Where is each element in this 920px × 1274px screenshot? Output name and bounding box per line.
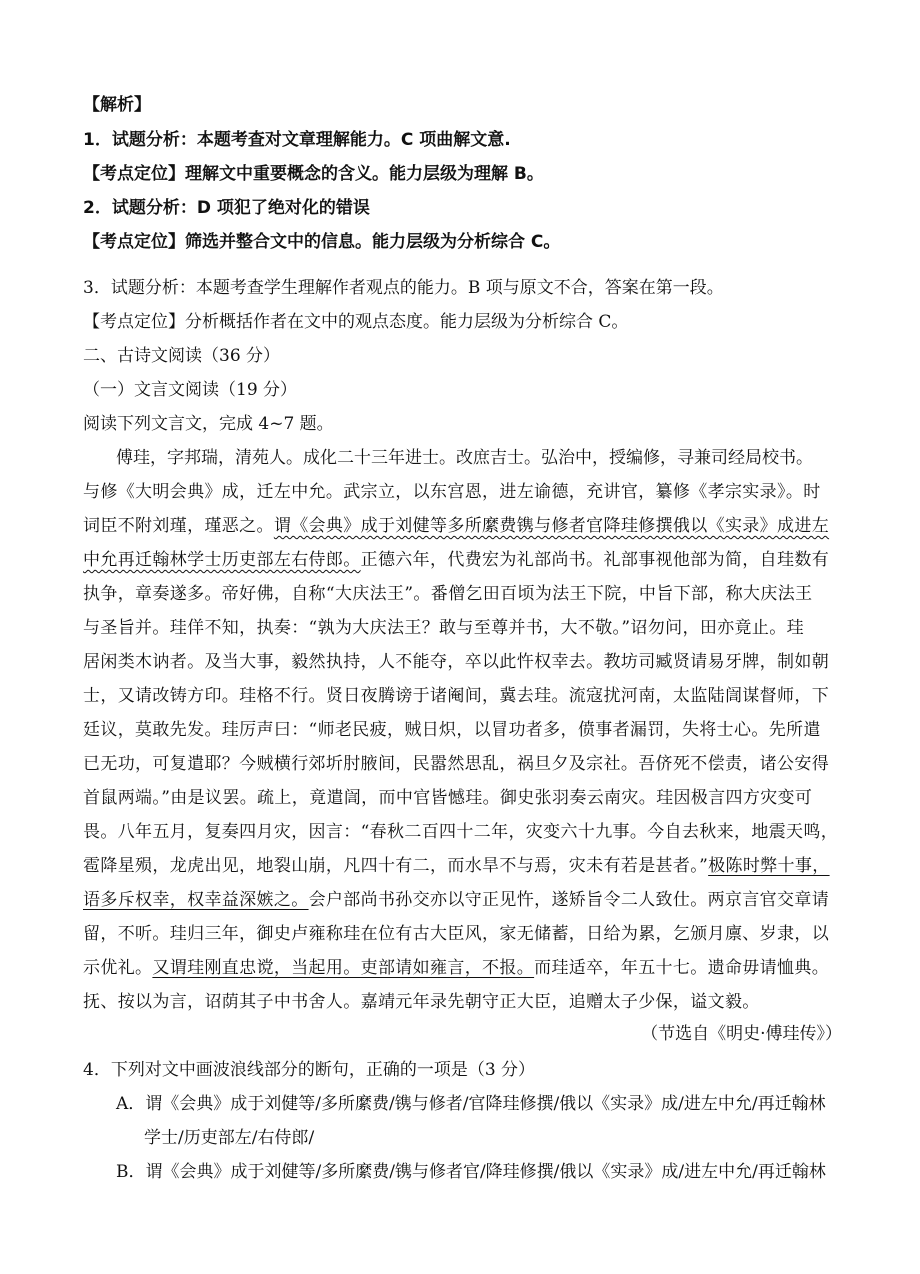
section-instruction: 阅读下列文言文，完成 4~7 题。 — [83, 414, 334, 434]
passage-line: 廷议，莫敢先发。珪厉声曰：“师老民疲，贼日炽，以冒功者多，偾事者漏罚，失将士心。先所遣 — [83, 720, 821, 740]
analysis-q3-location: 【考点定位】分析概括作者在文中的观点态度。能力层级为分析综合 C。 — [83, 312, 629, 332]
passage-line: 雹降星殒，龙虎出见，地裂山崩，凡四十有二，而水旱不与焉，灾未有若是甚者。”极陈时弊十事， — [83, 856, 830, 876]
passage-line: 首鼠两端。”由是议罢。疏上，竟遣訚，而中官皆憾珪。御史张羽奏云南灾。珪因极言四方灾变可 — [83, 788, 813, 808]
question-4-stem: 4．下列对文中画波浪线部分的断句，正确的一项是（3 分） — [83, 1060, 536, 1080]
passage-line: 抚、按以为言，诏荫其子中书舍人。嘉靖元年录先朝守正大臣，追赠太子少保，谥文毅。 — [83, 992, 760, 1012]
passage-line: 中允再迁翰林学士历吏部左右侍郎。正德六年，代费宏为礼部尚书。礼部事视他部为简，自珪数有 — [83, 550, 830, 570]
passage-line: 已无功，可复遣耶？今贼横行郊圻肘腋间，民嚣然思乱，祸旦夕及宗社。吾侪死不偿责，诸公安得 — [83, 754, 830, 774]
section-subtitle: （一）文言文阅读（19 分） — [83, 380, 298, 400]
analysis-header: 【解析】 — [83, 95, 151, 115]
analysis-q3: 3．试题分析：本题考查学生理解作者观点的能力。B 项与原文不合，答案在第一段。 — [83, 278, 724, 298]
question-4-option-b: B．谓《会典》成于刘健等/多所縻费/镌与修者官/降珪修撰/俄以《实录》成/进左中允/再迁翰林 — [116, 1162, 826, 1182]
passage-line: 与圣旨并。珪佯不知，执奏：“孰为大庆法王？敢与至尊并书，大不敬。”诏勿问，田亦竟止。珪 — [83, 618, 804, 638]
passage-line: 语多斥权幸，权幸益深嫉之。会户部尚书孙交亦以守正见忤，遂矫旨令二人致仕。两京言官交章请 — [83, 890, 830, 910]
question-4-option-a: A．谓《会典》成于刘健等/多所縻费/镌与修者/官降珪修撰/俄以《实录》成/进左中允/再迁翰林 — [116, 1094, 826, 1114]
passage-line: 示优礼。又谓珪刚直忠谠，当起用。吏部请如雍言，不报。而珪适卒，年五十七。遗命毋请恤典。 — [83, 958, 830, 978]
analysis-q1: 1．试题分析：本题考查对文章理解能力。C 项曲解文意. — [83, 130, 511, 150]
underline-segment: 极陈时弊十事， — [708, 856, 830, 876]
underline-segment: 又谓珪刚直忠谠，当起用。吏部请如雍言，不报。 — [152, 958, 535, 978]
passage-line: 与修《大明会典》成，迁左中允。武宗立，以东宫恩，进左谕德，充讲官，纂修《孝宗实录》。时 — [83, 482, 821, 502]
passage-line: 畏。八年五月，复奏四月灾，因言：“春秋二百四十二年，灾变六十九事。今自去秋来，地震天鸣， — [83, 822, 839, 842]
passage-line: 士，又请改铸方印。珪格不行。贤日夜腾谤于诸阉间，冀去珪。流寇扰河南，太监陆訚谋督师，下 — [83, 686, 830, 706]
passage-line: 傅珪，字邦瑞，清苑人。成化二十三年进士。改庶吉士。弘治中，授编修，寻兼司经局校书。 — [116, 448, 813, 468]
analysis-q2-location: 【考点定位】筛选并整合文中的信息。能力层级为分析综合 C。 — [83, 232, 561, 252]
question-4-option-a-cont: 学士/历吏部左/右侍郎/ — [144, 1128, 315, 1148]
passage-line: 留，不听。珪归三年，御史卢雍称珪在位有古大臣风，家无储蓄，日给为累，乞颁月廪、岁隶，以 — [83, 924, 830, 944]
passage-source: （节选自《明史·傅珪传》） — [641, 1024, 842, 1044]
analysis-q1-location: 【考点定位】理解文中重要概念的含义。能力层级为理解 B。 — [83, 164, 544, 184]
section-title: 二、古诗文阅读（36 分） — [83, 346, 281, 366]
analysis-q2: 2．试题分析：D 项犯了绝对化的错误 — [83, 198, 370, 218]
passage-line: 词臣不附刘瑾，瑾恶之。谓《会典》成于刘健等多所縻费镌与修者官降珪修撰俄以《实录》成进左 — [83, 516, 830, 536]
underline-segment: 语多斥权幸，权幸益深嫉之。 — [83, 890, 309, 910]
wavy-underline-segment: 谓《会典》成于刘健等多所縻费镌与修者官降珪修撰俄以《实录》成进左 — [273, 516, 830, 536]
passage-line: 居闲类木讷者。及当大事，毅然执持，人不能夺，卒以此忤权幸去。教坊司臧贤请易牙牌，制如朝 — [83, 652, 830, 672]
passage-line: 执争，章奏遂多。帝好佛，自称“大庆法王”。番僧乞田百顷为法王下院，中旨下部，称大庆法王 — [83, 584, 813, 604]
wavy-underline-segment: 中允再迁翰林学士历吏部左右侍郎。 — [83, 550, 361, 570]
